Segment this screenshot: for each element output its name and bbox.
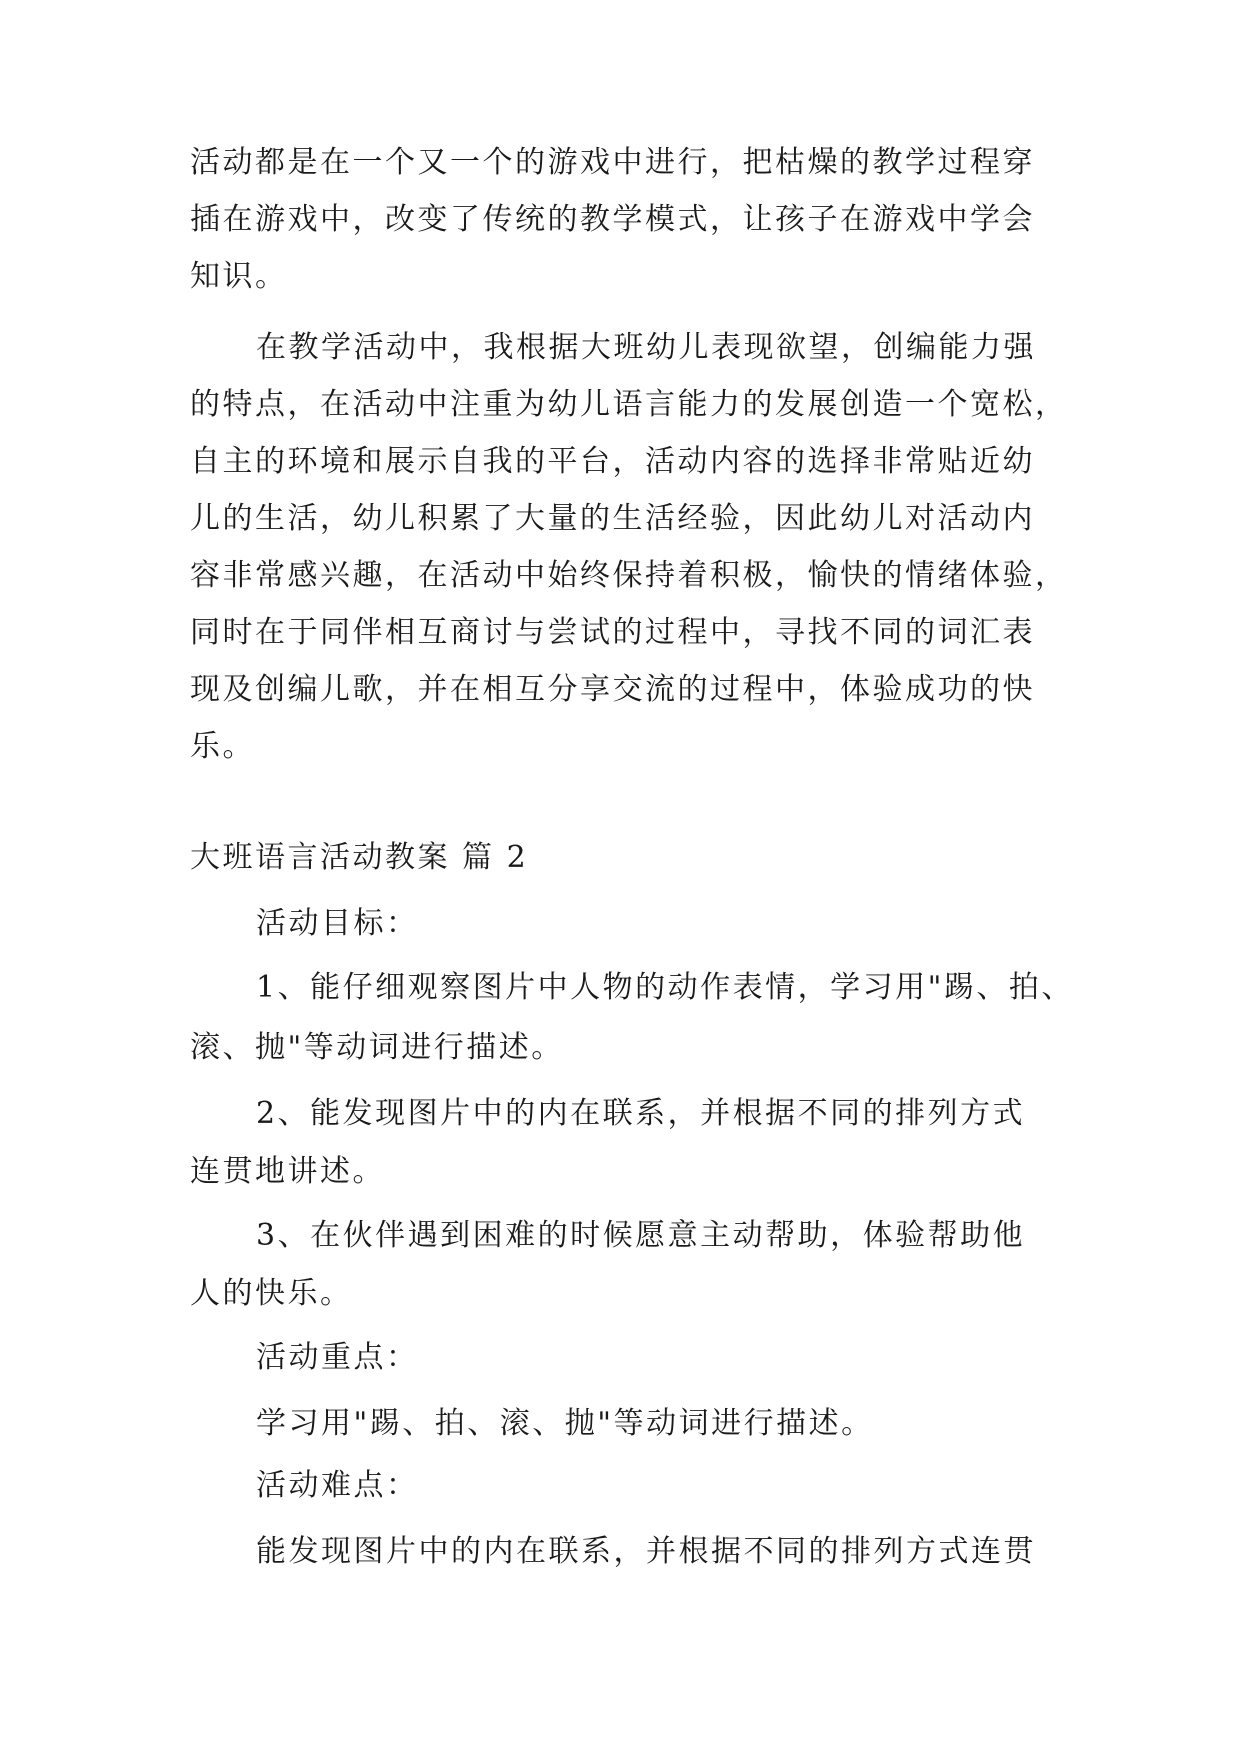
paragraph-line: 乐。 [190,729,255,764]
paragraph-line: 活动都是在一个又一个的游戏中进行，把枯燥的教学过程穿 [190,145,1035,180]
paragraph-line: 知识。 [190,259,288,294]
key-point-label: 活动重点： [256,1340,419,1375]
key-point-text: 学习用"踢、拍、滚、抛"等动词进行描述。 [256,1406,874,1441]
goal-item-2-continued: 连贯地讲述。 [190,1154,385,1189]
paragraph-line: 儿的生活，幼儿积累了大量的生活经验，因此幼儿对活动内 [190,501,1035,536]
paragraph-line: 的特点，在活动中注重为幼儿语言能力的发展创造一个宽松， [190,387,1068,422]
goals-label: 活动目标： [256,906,419,941]
paragraph-line: 在教学活动中，我根据大班幼儿表现欲望，创编能力强 [256,330,1036,365]
goal-item-1: 1、能仔细观察图片中人物的动作表情，学习用"踢、拍、 [256,970,1074,1005]
paragraph-line: 容非常感兴趣，在活动中始终保持着积极，愉快的情绪体验， [190,558,1068,593]
goal-item-3-continued: 人的快乐。 [190,1276,353,1311]
difficulty-text: 能发现图片中的内在联系，并根据不同的排列方式连贯 [256,1534,1036,1569]
goal-item-1-continued: 滚、抛"等动词进行描述。 [190,1030,564,1065]
paragraph-line: 插在游戏中，改变了传统的教学模式，让孩子在游戏中学会 [190,202,1035,237]
paragraph-line: 现及创编儿歌，并在相互分享交流的过程中，体验成功的快 [190,672,1035,707]
difficulty-label: 活动难点： [256,1468,419,1503]
goal-item-2: 2、能发现图片中的内在联系，并根据不同的排列方式 [256,1096,1026,1131]
section-title: 大班语言活动教案 篇 2 [190,840,529,875]
paragraph-line: 自主的环境和展示自我的平台，活动内容的选择非常贴近幼 [190,444,1035,479]
paragraph-line: 同时在于同伴相互商讨与尝试的过程中，寻找不同的词汇表 [190,615,1035,650]
goal-item-3: 3、在伙伴遇到困难的时候愿意主动帮助，体验帮助他 [256,1218,1026,1253]
